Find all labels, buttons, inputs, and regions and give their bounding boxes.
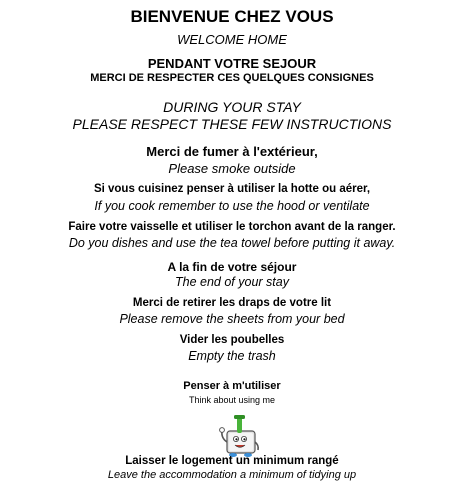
sheets-instruction-en: Please remove the sheets from your bed — [119, 312, 345, 326]
stay-heading-fr: PENDANT VOTRE SEJOUR — [147, 56, 317, 71]
welcome-title: BIENVENUE CHEZ VOUS — [130, 7, 334, 26]
smoke-instruction-fr: Merci de fumer à l'extérieur, — [146, 144, 318, 159]
welcome-subtitle: WELCOME HOME — [177, 32, 287, 47]
cooking-instruction-fr: Si vous cuisinez penser à utiliser la hotte ou aérer, — [93, 183, 371, 195]
end-of-stay-en: The end of your stay — [175, 275, 289, 289]
stay-heading-en: DURING YOUR STAY — [163, 99, 301, 115]
trash-instruction-fr: Vider les poubelles — [179, 334, 285, 346]
cooking-instruction-en: If you cook remember to use the hood or ventilate — [94, 199, 370, 213]
tidy-instruction-fr: Laisser le logement un minimum rangé — [125, 455, 339, 467]
trash-instruction-en: Empty the trash — [188, 349, 276, 363]
tidy-instruction-en: Leave the accommodation a minimum of tidying up — [107, 469, 357, 481]
cleaning-sponge-mascot-icon — [217, 414, 263, 458]
use-me-en: Think about using me — [188, 395, 276, 405]
end-of-stay-fr: A la fin de votre séjour — [167, 260, 297, 274]
smoke-instruction-en: Please smoke outside — [168, 161, 296, 176]
dishes-instruction-fr: Faire votre vaisselle et utiliser le torchon avant de la ranger. — [68, 221, 396, 233]
sheets-instruction-fr: Merci de retirer les draps de votre lit — [132, 297, 332, 309]
dishes-instruction-en: Do you dishes and use the tea towel before putting it away. — [68, 236, 396, 250]
use-me-fr: Penser à m'utiliser — [183, 380, 281, 392]
stay-consignes-fr: MERCI DE RESPECTER CES QUELQUES CONSIGNES — [90, 72, 374, 84]
stay-instructions-en: PLEASE RESPECT THESE FEW INSTRUCTIONS — [72, 116, 392, 132]
